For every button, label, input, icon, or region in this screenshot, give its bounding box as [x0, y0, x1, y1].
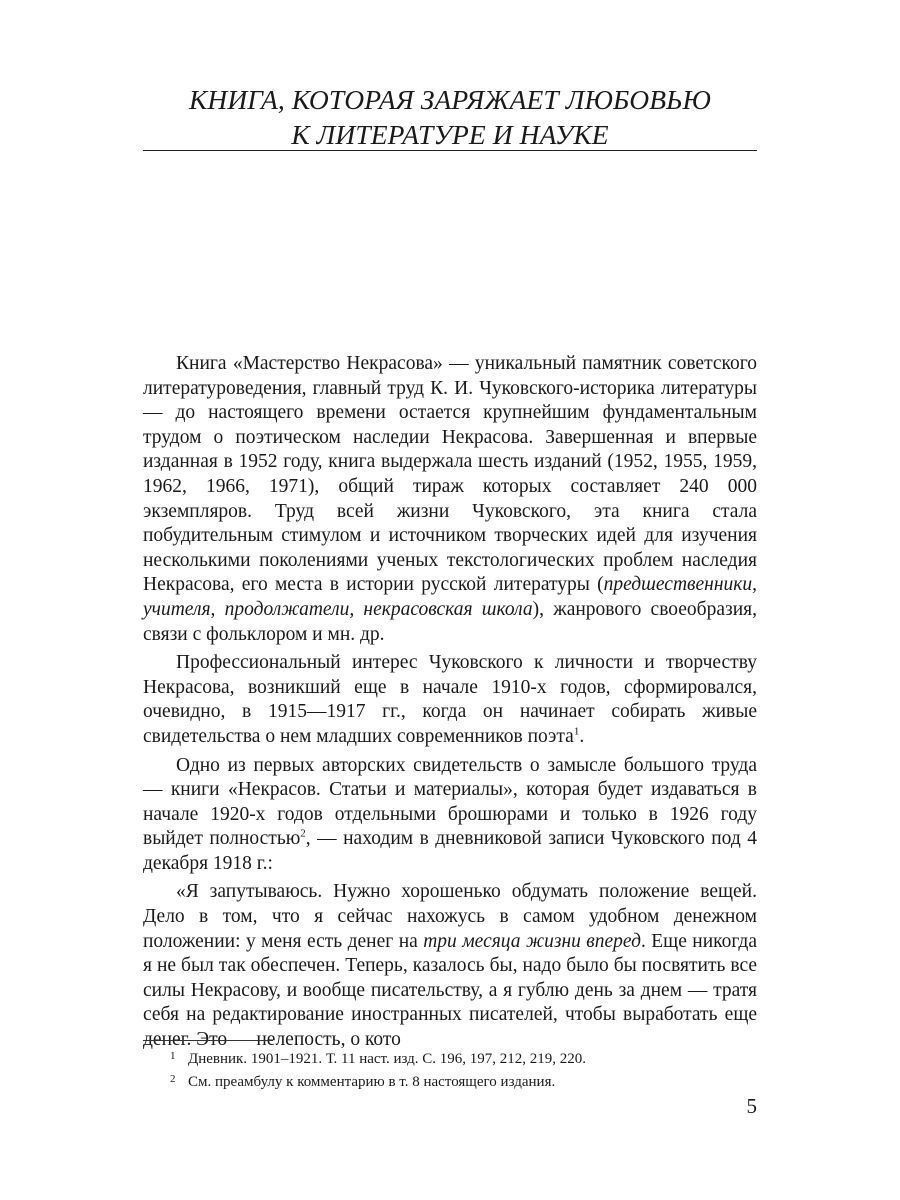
chapter-title: [143, 82, 757, 152]
footnote-1: [170, 1046, 757, 1069]
chapter-title-line-1: КНИГА, КОТОРАЯ ЗАРЯЖАЕТ ЛЮБОВЬЮ: [189, 84, 711, 115]
paragraph-1: [143, 352, 757, 647]
main-text: [143, 352, 757, 1053]
paragraph-3-text-b: , — находим в дневниковой записи Чуковского под 4 декабря 1918 г.:: [143, 828, 757, 874]
paragraph-1-italic: предшественники, учителя, продолжатели, некрасовская школа: [143, 574, 757, 620]
chapter-title-line-2: К ЛИТЕРАТУРЕ И НАУКЕ: [291, 119, 609, 150]
paragraph-4-text-b: . Еще никогда я не был так обеспечен. Теперь, казалось бы, надо было бы посвятить все силы Некрасову, и вообще писательству, а я гублю день за днем — тратя себя на редактирование иностранных писателей, чтобы выработать еще денег. Это — нелепость, о кото: [143, 930, 757, 1051]
footnote-1-text: Дневник. 1901–1921. Т. 11 наст. изд. С. 196, 197, 212, 219, 220.: [188, 1051, 587, 1067]
page-number: 5: [746, 1094, 757, 1118]
paragraph-4-italic: три месяца жизни вперед: [423, 930, 641, 952]
footnote-1-mark: 1: [170, 1050, 176, 1062]
footnote-2-text: См. преамбулу к комментарию в т. 8 настоящего издания.: [188, 1074, 556, 1090]
footnote-2-mark: 2: [170, 1073, 176, 1085]
footnote-2: [170, 1069, 757, 1092]
footnote-separator: [143, 1040, 273, 1041]
paragraph-1-text-b: ), жанрового своеобразия, связи с фольклором и мн. др.: [143, 598, 757, 645]
paragraph-4: [143, 880, 757, 1052]
paragraph-2-text-a: Профессиональный интерес Чуковского к личности и творчеству Некрасова, возникший еще в начале 1910-х годов, сформировался, очевидно, в 1915—1917 гг., когда он начинает собирать живые свидетельства о нем младших современников поэта: [143, 652, 757, 747]
title-underline: [143, 150, 757, 151]
footnote-ref-1: 1: [573, 725, 580, 738]
footnotes: [170, 1046, 757, 1092]
paragraph-3: [143, 754, 757, 877]
paragraph-3-text-a: Одно из первых авторских свидетельств о замысле большого труда — книги «Некрасов. Статьи и материалы», которая будет издаваться в начале 1920-х годов отдельными брошюрами и только в 1926 году выйдет полностью: [143, 754, 757, 850]
paragraph-1-text-a: Книга «Мастерство Некрасова» — уникальный памятник советского литературоведения, главный труд К. И. Чуковского-историка литературы — до настоящего времени остается крупнейшим фундаментальным трудом о поэтическом наследии Некрасова. Завершенная и впервые изданная в 1952 году, книга выдержала шесть изданий (1952, 1955, 1959, 1962, 1966, 1971), общий тираж которых составляет 240 000 экземпляров. Труд всей жизни Чуковского, эта книга стала побудительным стимулом и источником творческих идей для изучения несколькими поколениями ученых текстологических проблем наследия Некрасова, его места в истории русской литературы (: [143, 353, 757, 596]
footnote-ref-2: 2: [300, 827, 306, 840]
paragraph-2-text-b: .: [579, 725, 585, 747]
paragraph-2: [143, 651, 757, 749]
paragraph-4-text-a: «Я запутываюсь. Нужно хорошенько обдумать положение вещей. Дело в том, что я сейчас нахожусь в самом удобном денежном положении: у меня есть денег на: [143, 881, 757, 952]
